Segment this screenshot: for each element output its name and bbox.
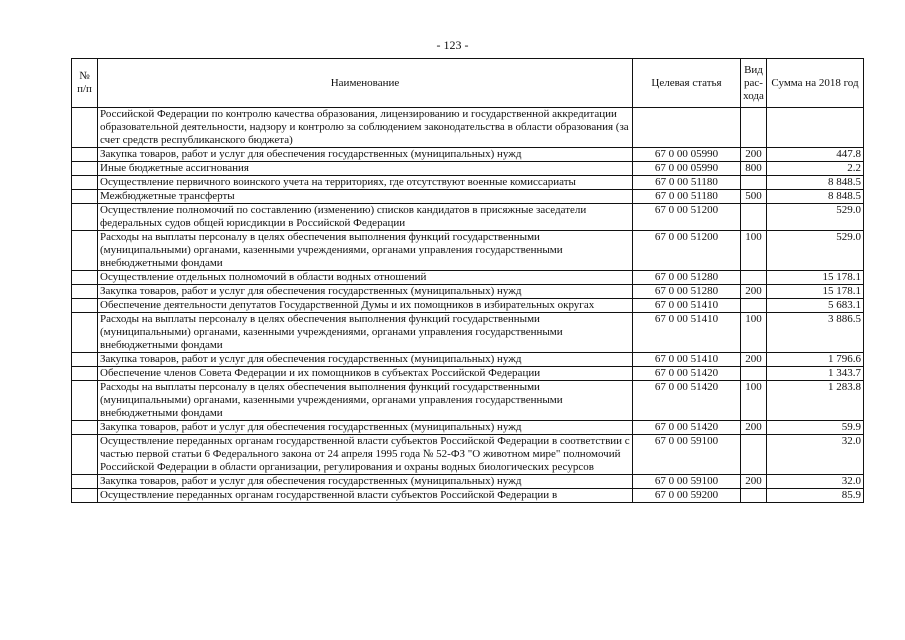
row-sum: 5 683.1	[767, 299, 864, 313]
row-target-code: 67 0 00 59100	[633, 475, 741, 489]
table-row	[72, 353, 864, 367]
row-name: Закупка товаров, работ и услуг для обеспечения государственных (муниципальных) нужд	[98, 148, 633, 162]
header-code: Целевая статья	[633, 59, 741, 108]
row-sum: 85.9	[767, 489, 864, 503]
row-sum: 8 848.5	[767, 190, 864, 204]
row-name: Осуществление первичного воинского учета на территориях, где отсутствуют военные комиссариаты	[98, 176, 633, 190]
table-row	[72, 162, 864, 176]
row-expense-type	[741, 489, 767, 503]
row-num	[72, 108, 98, 148]
row-expense-type	[741, 176, 767, 190]
row-num	[72, 489, 98, 503]
row-num	[72, 162, 98, 176]
row-name: Закупка товаров, работ и услуг для обеспечения государственных (муниципальных) нужд	[98, 353, 633, 367]
row-target-code: 67 0 00 51200	[633, 231, 741, 271]
row-expense-type	[741, 271, 767, 285]
row-sum: 32.0	[767, 435, 864, 475]
row-expense-type	[741, 108, 767, 148]
row-expense-type: 100	[741, 231, 767, 271]
row-sum: 529.0	[767, 204, 864, 231]
table-row	[72, 285, 864, 299]
row-num	[72, 421, 98, 435]
row-sum	[767, 108, 864, 148]
row-sum: 15 178.1	[767, 285, 864, 299]
row-expense-type	[741, 204, 767, 231]
row-sum: 1 283.8	[767, 381, 864, 421]
row-num	[72, 285, 98, 299]
row-expense-type: 200	[741, 475, 767, 489]
row-num	[72, 475, 98, 489]
row-target-code: 67 0 00 51420	[633, 421, 741, 435]
row-name: Обеспечение членов Совета Федерации и их помощников в субъектах Российской Федерации	[98, 367, 633, 381]
row-sum: 59.9	[767, 421, 864, 435]
row-sum: 32.0	[767, 475, 864, 489]
row-target-code: 67 0 00 51410	[633, 299, 741, 313]
row-name: Закупка товаров, работ и услуг для обеспечения государственных (муниципальных) нужд	[98, 421, 633, 435]
row-sum: 15 178.1	[767, 271, 864, 285]
page-number: - 123 -	[436, 38, 469, 52]
table-row	[72, 204, 864, 231]
row-sum: 1 796.6	[767, 353, 864, 367]
row-name: Расходы на выплаты персоналу в целях обеспечения выполнения функций государственными (муниципальными) органами, казенными учреждениями, органами управления государственными внебюджетными фондами	[98, 381, 633, 421]
row-sum: 8 848.5	[767, 176, 864, 190]
header-num: № п/п	[72, 59, 98, 108]
row-sum: 447.8	[767, 148, 864, 162]
table-row	[72, 299, 864, 313]
row-expense-type: 800	[741, 162, 767, 176]
row-target-code: 67 0 00 51420	[633, 367, 741, 381]
table-row	[72, 176, 864, 190]
row-name: Закупка товаров, работ и услуг для обеспечения государственных (муниципальных) нужд	[98, 285, 633, 299]
row-num	[72, 367, 98, 381]
table-row	[72, 148, 864, 162]
row-target-code: 67 0 00 51280	[633, 285, 741, 299]
row-num	[72, 231, 98, 271]
row-target-code: 67 0 00 05990	[633, 162, 741, 176]
row-name: Обеспечение деятельности депутатов Государственной Думы и их помощников в избирательных округах	[98, 299, 633, 313]
header-type: Вид рас-хода	[741, 59, 767, 108]
row-sum: 529.0	[767, 231, 864, 271]
budget-table	[71, 58, 864, 503]
row-name: Расходы на выплаты персоналу в целях обеспечения выполнения функций государственными (муниципальными) органами, казенными учреждениями, органами управления государственными внебюджетными фондами	[98, 313, 633, 353]
row-target-code: 67 0 00 59100	[633, 435, 741, 475]
row-num	[72, 435, 98, 475]
row-target-code: 67 0 00 51280	[633, 271, 741, 285]
row-target-code: 67 0 00 51200	[633, 204, 741, 231]
table-row	[72, 313, 864, 353]
row-target-code	[633, 108, 741, 148]
table-row	[72, 475, 864, 489]
row-name: Осуществление полномочий по составлению (изменению) списков кандидатов в присяжные заседатели федеральных судов общей юрисдикции в Российской Федерации	[98, 204, 633, 231]
row-expense-type	[741, 367, 767, 381]
row-num	[72, 271, 98, 285]
table-row	[72, 231, 864, 271]
row-sum: 3 886.5	[767, 313, 864, 353]
row-name: Осуществление отдельных полномочий в области водных отношений	[98, 271, 633, 285]
table-row	[72, 367, 864, 381]
row-expense-type: 200	[741, 148, 767, 162]
row-expense-type: 200	[741, 353, 767, 367]
row-name: Расходы на выплаты персоналу в целях обеспечения выполнения функций государственными (муниципальными) органами, казенными учреждениями, органами управления государственными внебюджетными фондами	[98, 231, 633, 271]
table-row	[72, 381, 864, 421]
row-num	[72, 299, 98, 313]
table-row	[72, 108, 864, 148]
row-name: Осуществление переданных органам государственной власти субъектов Российской Федерации в соответствии с частью первой статьи 6 Федерального закона от 24 апреля 1995 года № 52-ФЗ "О животном мире" полномочий Российской Федерации в области организации, регулирования и охраны водных биологических ресурсов	[98, 435, 633, 475]
table-row	[72, 190, 864, 204]
table-row	[72, 489, 864, 503]
row-num	[72, 313, 98, 353]
row-expense-type	[741, 435, 767, 475]
row-name: Закупка товаров, работ и услуг для обеспечения государственных (муниципальных) нужд	[98, 475, 633, 489]
header-sum: Сумма на 2018 год	[767, 59, 864, 108]
row-num	[72, 204, 98, 231]
row-target-code: 67 0 00 51180	[633, 190, 741, 204]
row-name: Осуществление переданных органам государственной власти субъектов Российской Федерации в	[98, 489, 633, 503]
row-num	[72, 176, 98, 190]
row-target-code: 67 0 00 51420	[633, 381, 741, 421]
row-target-code: 67 0 00 51410	[633, 313, 741, 353]
row-sum: 1 343.7	[767, 367, 864, 381]
row-num	[72, 353, 98, 367]
row-target-code: 67 0 00 05990	[633, 148, 741, 162]
row-num	[72, 148, 98, 162]
row-sum: 2.2	[767, 162, 864, 176]
row-expense-type: 200	[741, 421, 767, 435]
table-row	[72, 421, 864, 435]
table-row	[72, 435, 864, 475]
table-header-row	[72, 59, 864, 108]
row-target-code: 67 0 00 51180	[633, 176, 741, 190]
row-expense-type: 100	[741, 313, 767, 353]
table-row	[72, 271, 864, 285]
row-expense-type	[741, 299, 767, 313]
row-target-code: 67 0 00 51410	[633, 353, 741, 367]
row-num	[72, 190, 98, 204]
row-name: Межбюджетные трансферты	[98, 190, 633, 204]
header-name: Наименование	[98, 59, 633, 108]
row-name: Иные бюджетные ассигнования	[98, 162, 633, 176]
row-expense-type: 500	[741, 190, 767, 204]
row-expense-type: 200	[741, 285, 767, 299]
row-num	[72, 381, 98, 421]
row-target-code: 67 0 00 59200	[633, 489, 741, 503]
row-name: Российской Федерации по контролю качества образования, лицензированию и государственной аккредитации образовательной деятельности, надзору и контролю за соблюдением законодательства в области образования (за счет средств республиканского бюджета)	[98, 108, 633, 148]
row-expense-type: 100	[741, 381, 767, 421]
